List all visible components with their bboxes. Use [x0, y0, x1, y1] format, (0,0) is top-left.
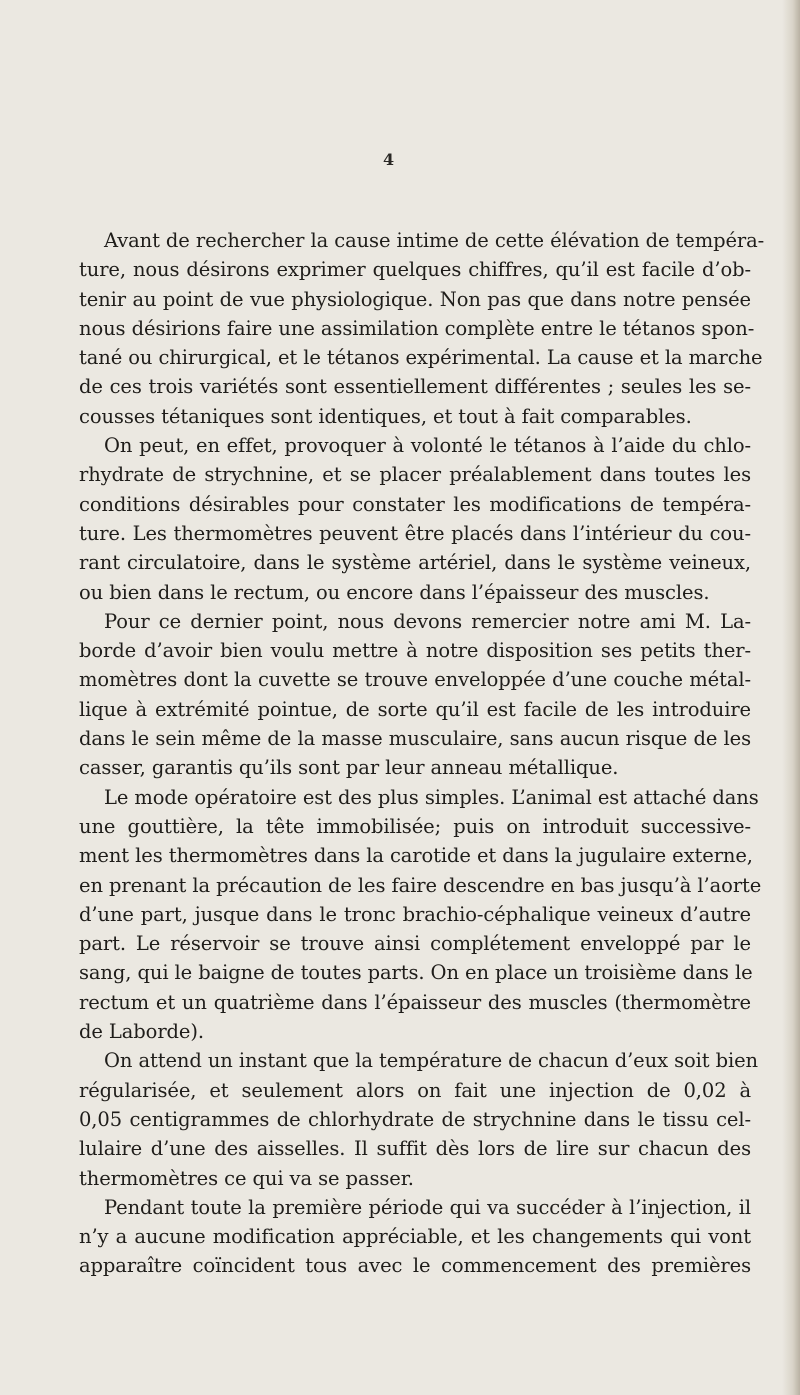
text-line: tané ou chirurgical, et le tétanos expérimental. La cause et la marche — [79, 346, 763, 370]
text-line: rectum et un quatrième dans l’épaisseur des muscles (thermomètre — [79, 990, 751, 1014]
text-line: Pour ce dernier point, nous devons remercier notre ami M. La- — [104, 609, 751, 633]
text-line: conditions désirables pour constater les modifications de tempéra- — [79, 492, 751, 516]
text-line: momètres dont la cuvette se trouve enveloppée d’une couche métal- — [79, 668, 751, 692]
text-line: ture. Les thermomètres peuvent être placés dans l’intérieur du cou- — [79, 521, 751, 545]
text-line: nous désirions faire une assimilation complète entre le tétanos spon- — [79, 316, 755, 340]
text-line: rhydrate de strychnine, et se placer préalablement dans toutes les — [79, 463, 751, 487]
page-edge-shadow — [782, 0, 800, 1395]
text-line: une gouttière, la tête immobilisée; puis on introduit successive- — [79, 814, 751, 838]
text-line: lique à extrémité pointue, de sorte qu’il est facile de les introduire — [79, 697, 751, 721]
text-line: rant circulatoire, dans le système artériel, dans le système veineux, — [79, 551, 751, 575]
text-line: n’y a aucune modification appréciable, et les changements qui vont — [79, 1225, 751, 1249]
text-line: régularisée, et seulement alors on fait une injection de 0,02 à — [79, 1078, 751, 1102]
text-line: ture, nous désirons exprimer quelques chiffres, qu’il est facile d’ob- — [79, 258, 751, 282]
text-line: casser, garantis qu’ils sont par leur anneau métallique. — [79, 756, 619, 780]
text-line: borde d’avoir bien voulu mettre à notre disposition ses petits ther- — [79, 639, 751, 663]
text-line: On peut, en effet, provoquer à volonté le tétanos à l’aide du chlo- — [104, 434, 751, 458]
text-line: Avant de rechercher la cause intime de cette élévation de tempéra- — [104, 229, 765, 252]
text-line: ou bien dans le rectum, ou encore dans l’épaisseur des muscles. — [79, 580, 710, 604]
body-text — [79, 226, 765, 1281]
text-line: d’une part, jusque dans le tronc brachio-céphalique veineux d’autre — [79, 902, 751, 926]
text-line: dans le sein même de la masse musculaire, sans aucun risque de les — [79, 727, 751, 751]
text-line: On attend un instant que la température de chacun d’eux soit bien — [104, 1049, 759, 1073]
text-line: lulaire d’une des aisselles. Il suffit dès lors de lire sur chacun des — [79, 1137, 751, 1161]
text-line: ment les thermomètres dans la carotide et dans la jugulaire externe, — [79, 844, 753, 868]
text-line: part. Le réservoir se trouve ainsi complétement enveloppé par le — [79, 932, 751, 956]
text-line: apparaître coïncident tous avec le commencement des premières — [79, 1254, 751, 1278]
text-line: sang, qui le baigne de toutes parts. On en place un troisième dans le — [79, 961, 753, 985]
text-line: de Laborde). — [79, 1020, 204, 1044]
text-line: thermomètres ce qui va se passer. — [79, 1166, 414, 1190]
text-line: en prenant la précaution de les faire descendre en bas jusqu’à l’aorte — [79, 873, 762, 897]
text-line: 0,05 centigrammes de chlorhydrate de strychnine dans le tissu cel- — [79, 1107, 751, 1131]
page-number: 4 — [383, 150, 395, 169]
text-line: de ces trois variétés sont essentiellement différentes ; seules les se- — [79, 375, 751, 399]
text-line: Pendant toute la première période qui va succéder à l’injection, il — [104, 1195, 751, 1219]
text-line: Le mode opératoire est des plus simples. L’animal est attaché dans — [104, 785, 759, 809]
text-line: tenir au point de vue physiologique. Non pas que dans notre pensée — [79, 287, 751, 311]
text-line: cousses tétaniques sont identiques, et tout à fait comparables. — [79, 404, 692, 428]
